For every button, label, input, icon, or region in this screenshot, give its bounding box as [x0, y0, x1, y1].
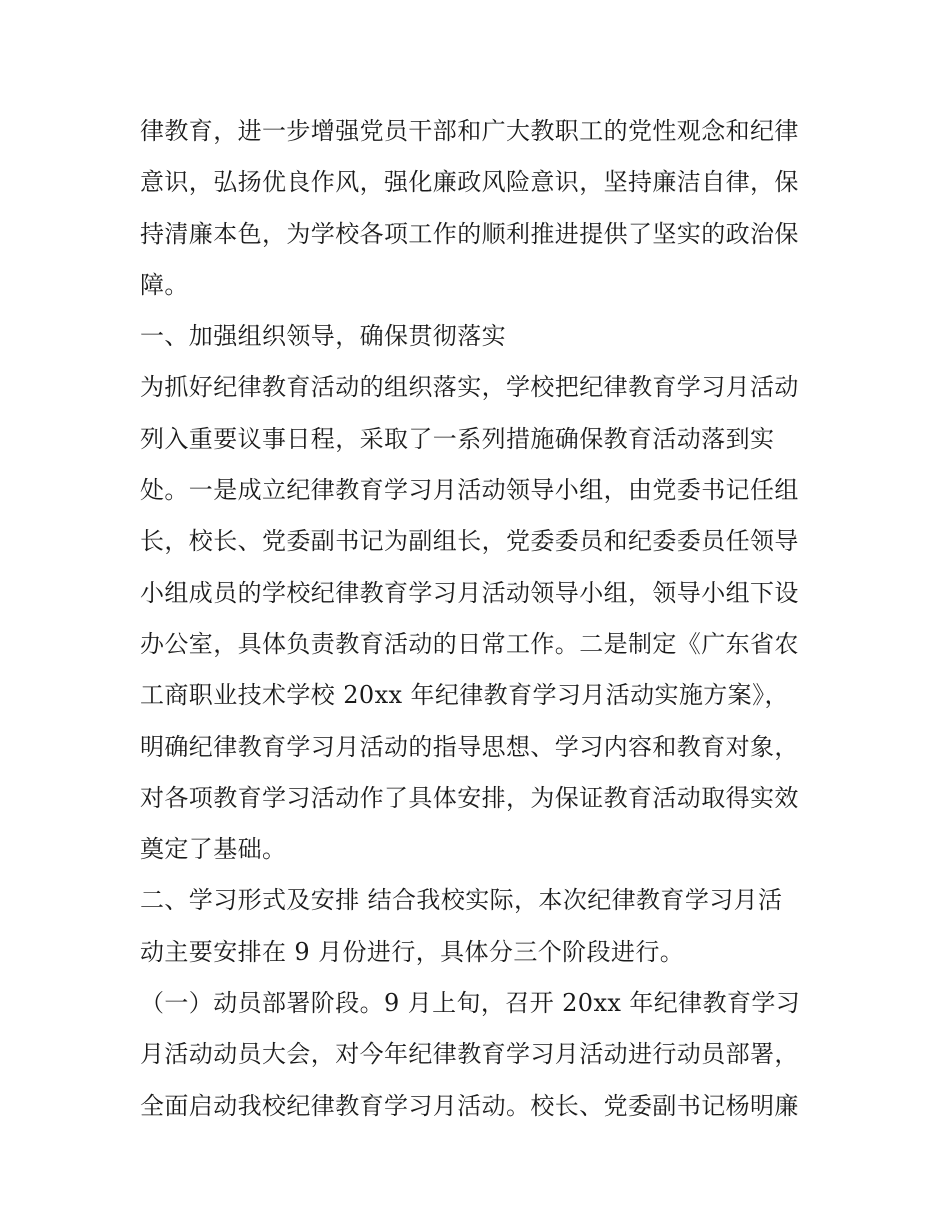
- text-line: 为抓好纪律教育活动的组织落实，学校把纪律教育学习月活动: [140, 373, 799, 402]
- section-heading: 一、加强组织领导，确保贯彻落实: [140, 322, 506, 351]
- document-body: [140, 106, 820, 1132]
- text-line: 对各项教育学习活动作了具体安排，为保证教育活动取得实效: [140, 783, 799, 812]
- text-line: 持清廉本色，为学校各项工作的顺利推进提供了坚实的政治保: [140, 219, 799, 248]
- text-line: 列入重要议事日程，采取了一系列措施确保教育活动落到实: [140, 424, 775, 453]
- text-line: 小组成员的学校纪律教育学习月活动领导小组，领导小组下设: [140, 578, 799, 607]
- text-line: 办公室，具体负责教育活动的日常工作。二是制定《广东省农: [140, 629, 799, 658]
- text-line: （一）动员部署阶段。9 月上旬，召开 20xx 年纪律教育学习: [140, 989, 801, 1018]
- text-line: 律教育，进一步增强党员干部和广大教职工的党性观念和纪律: [140, 117, 799, 145]
- text-line: 意识，弘扬优良作风，强化廉政风险意识，坚持廉洁自律，保: [140, 168, 799, 197]
- text-line: 障。: [140, 270, 189, 299]
- text-line: 奠定了基础。: [140, 835, 287, 864]
- text-line: 动主要安排在 9 月份进行，具体分三个阶段进行。: [140, 937, 685, 966]
- text-line: 处。一是成立纪律教育学习月活动领导小组，由党委书记任组: [140, 476, 799, 505]
- text-line: 工商职业技术学校 20xx 年纪律教育学习月活动实施方案》，: [140, 681, 789, 710]
- text-line: 全面启动我校纪律教育学习月活动。校长、党委副书记杨明廉: [140, 1091, 799, 1120]
- text-line: 长，校长、党委副书记为副组长，党委委员和纪委委员任领导: [140, 527, 799, 556]
- text-line: 明确纪律教育学习月活动的指导思想、学习内容和教育对象，: [140, 732, 799, 761]
- text-line: 月活动动员大会，对今年纪律教育学习月活动进行动员部署，: [140, 1040, 799, 1069]
- section-heading: 二、学习形式及安排 结合我校实际，本次纪律教育学习月活: [140, 886, 783, 915]
